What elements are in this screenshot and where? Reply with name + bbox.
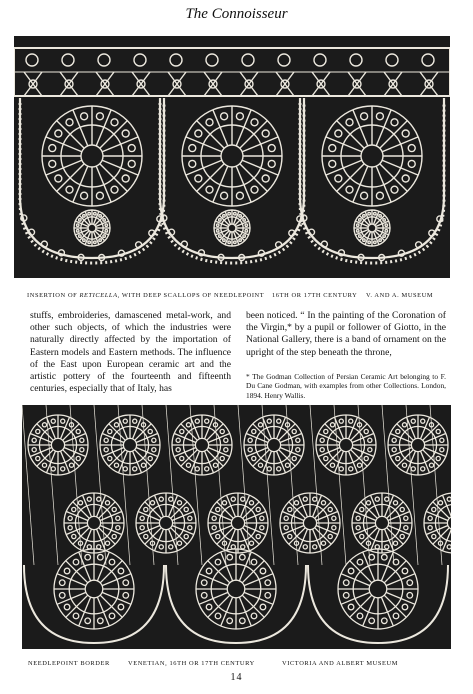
top-plate-caption-left: INSERTION OF RETICELLA, WITH DEEP SCALLOPS OF NEEDLEPOINT xyxy=(27,292,265,299)
lace-reticella-illustration xyxy=(14,36,450,278)
top-plate-caption-museum: V. AND A. MUSEUM xyxy=(366,292,434,299)
footnote: * The Godman Collection of Persian Ceramic Art belonging to F. Du Cane Godman, with examples from other Collections. London, 1894. Henry Wallis. xyxy=(246,372,446,400)
body-text-left-column: stuffs, embroideries, damascened metal-work, and other such objects, of which the industries were naturally directly affected by the importation of Eastern models and Eastern methods. The influence of the East upon European ceramic art and the artistic pottery of the fourteenth and fifteenth centuries, especially that of Italy, has xyxy=(30,310,231,395)
body-text-right-column: been noticed. “ In the painting of the Coronation of the Virgin,* by a pupil or follower of Giotto, in the National Gallery, there is a band of ornament on the upright of the step beneath the throne, xyxy=(246,310,446,358)
bottom-plate-caption-museum: VICTORIA AND ALBERT MUSEUM xyxy=(282,660,398,667)
top-plate-caption-date: 16TH OR 17TH CENTURY xyxy=(272,292,358,299)
bottom-plate-caption-left: NEEDLEPOINT BORDER xyxy=(28,660,110,667)
lace-needlepoint-illustration xyxy=(22,405,451,649)
lace-photo-needlepoint-border xyxy=(22,405,451,649)
running-head: The Connoisseur xyxy=(185,6,288,22)
bottom-plate-caption-date: VENETIAN, 16TH OR 17TH CENTURY xyxy=(128,660,255,667)
lace-photo-reticella xyxy=(14,36,450,278)
page-number: 14 xyxy=(230,672,243,683)
